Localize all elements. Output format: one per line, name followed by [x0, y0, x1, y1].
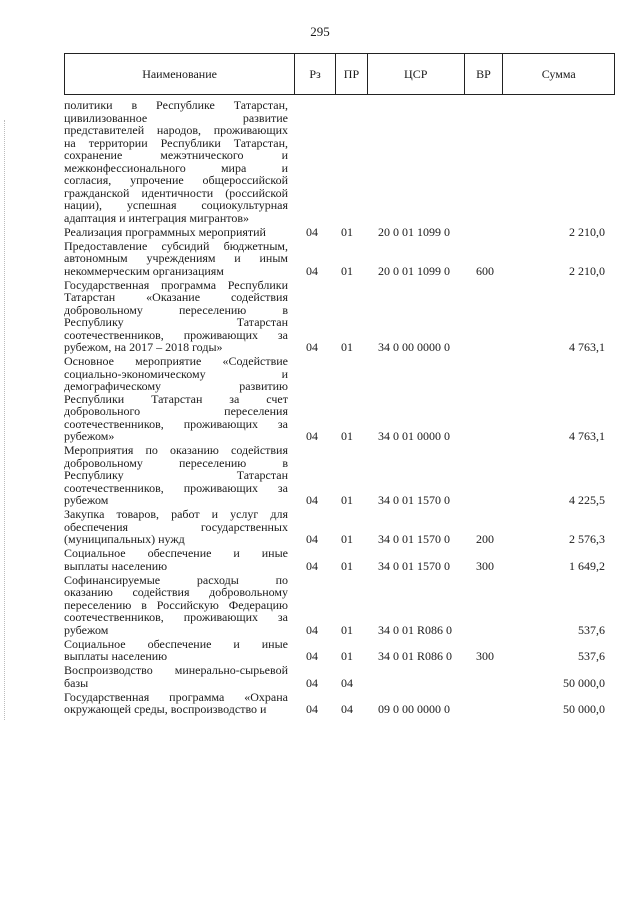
row-pr: 01 [341, 558, 353, 573]
header-name: Наименование [65, 54, 295, 94]
header-pr: ПР [336, 54, 368, 94]
row-name: Государственная программа Республики Татарстан «Оказание содействия добровольному переселению в Республику Татарстан соотечественников, проживающих за рубежом, на 2017 – 2018 годы» [64, 277, 288, 354]
table-row [0, 279, 640, 354]
row-vr: 200 [476, 532, 494, 546]
header-rz: Рз [295, 54, 336, 94]
row-csr: 20 0 01 1099 0 [378, 224, 450, 239]
row-sum: 537,6 [578, 622, 605, 637]
row-csr: 20 0 01 1099 0 [378, 263, 450, 278]
row-pr: 01 [341, 429, 353, 443]
row-sum: 4 225,5 [569, 493, 605, 507]
table-row [0, 444, 640, 507]
row-rz: 04 [306, 340, 318, 354]
row-name: Социальное обеспечение и иные выплаты населению [64, 636, 288, 663]
row-rz: 04 [306, 649, 318, 663]
row-rz: 04 [306, 532, 318, 546]
header-vr: ВР [465, 54, 504, 94]
row-sum: 2 210,0 [569, 224, 605, 239]
row-rz: 04 [306, 702, 318, 716]
table-row [0, 508, 640, 546]
row-csr: 34 0 01 0000 0 [378, 429, 450, 443]
row-sum: 2 576,3 [569, 532, 605, 546]
row-name: Предоставление субсидий бюджетным, автономным учреждениям и иным некоммерческим организациям [64, 238, 288, 278]
row-name: Мероприятия по оказанию содействия добровольному переселению в Республику Татарстан соотечественников, проживающих за рубежом [64, 443, 288, 507]
row-csr: 09 0 00 0000 0 [378, 702, 450, 716]
row-rz: 04 [306, 558, 318, 573]
row-name: Основное мероприятие «Содействие социально-экономическому и демографическому развитию Республики Татарстан за счет добровольного переселения соотечественников, проживающих за рубежом» [64, 354, 288, 443]
row-name: Воспроизводство минерально-сырьевой базы [64, 663, 288, 690]
header-sum: Сумма [541, 66, 576, 81]
row-pr: 01 [341, 649, 353, 663]
row-pr: 01 [341, 532, 353, 546]
table-row [0, 240, 640, 278]
row-rz: 04 [306, 493, 318, 507]
row-sum: 50 000,0 [563, 675, 605, 690]
row-rz: 04 [306, 263, 318, 278]
table-row [0, 574, 640, 637]
row-vr: 300 [476, 649, 494, 663]
table-row [0, 547, 640, 572]
table-row [0, 638, 640, 663]
table-row [0, 355, 640, 443]
row-pr: 01 [341, 340, 353, 354]
row-csr: 34 0 01 R086 0 [378, 649, 453, 663]
row-pr: 01 [341, 224, 353, 239]
row-sum: 1 649,2 [569, 558, 605, 573]
row-sum: 4 763,1 [569, 429, 605, 443]
row-name: политики в Республике Татарстан, цивилизованное развитие представителей народов, проживающих на территории Республики Татарстан, сохранение межэтнического и межконфессионального мира и согласия, упрочение общероссийской гражданской идентичности (российской нации), успешная социокультурная адаптация и интеграция мигрантов» [64, 98, 288, 225]
row-rz: 04 [306, 675, 318, 690]
row-name: Государственная программа «Охрана окружающей среды, воспроизводство и [64, 689, 288, 716]
row-name: Реализация программных мероприятий [64, 224, 266, 239]
row-pr: 01 [341, 622, 353, 637]
row-csr: 34 0 00 0000 0 [378, 340, 450, 354]
row-sum: 537,6 [578, 649, 605, 663]
row-pr: 04 [341, 675, 353, 690]
row-name: Социальное обеспечение и иные выплаты населению [64, 546, 288, 573]
table-row [0, 664, 640, 689]
row-sum: 4 763,1 [569, 340, 605, 354]
row-name: Софинансируемые расходы по оказанию содействия добровольному переселению в Российскую Федерацию соотечественников, проживающих за рубежом [64, 572, 288, 637]
row-pr: 04 [341, 702, 353, 716]
row-name: Закупка товаров, работ и услуг для обеспечения государственных (муниципальных) нужд [64, 507, 288, 546]
row-vr: 300 [476, 558, 494, 573]
row-sum: 2 210,0 [569, 263, 605, 278]
row-vr: 600 [476, 263, 494, 278]
table-row [0, 691, 640, 716]
row-csr: 34 0 01 1570 0 [378, 558, 450, 573]
row-csr: 34 0 01 R086 0 [378, 622, 453, 637]
row-rz: 04 [306, 224, 318, 239]
row-pr: 01 [341, 263, 353, 278]
row-rz: 04 [306, 622, 318, 637]
table-row [0, 99, 640, 224]
page-number: 295 [310, 24, 330, 39]
row-sum: 50 000,0 [563, 702, 605, 716]
header-csr: ЦСР [368, 54, 465, 94]
row-csr: 34 0 01 1570 0 [378, 493, 450, 507]
row-pr: 01 [341, 493, 353, 507]
table-header [64, 53, 615, 95]
row-rz: 04 [306, 429, 318, 443]
table-row [0, 226, 640, 239]
row-csr: 34 0 01 1570 0 [378, 532, 450, 546]
